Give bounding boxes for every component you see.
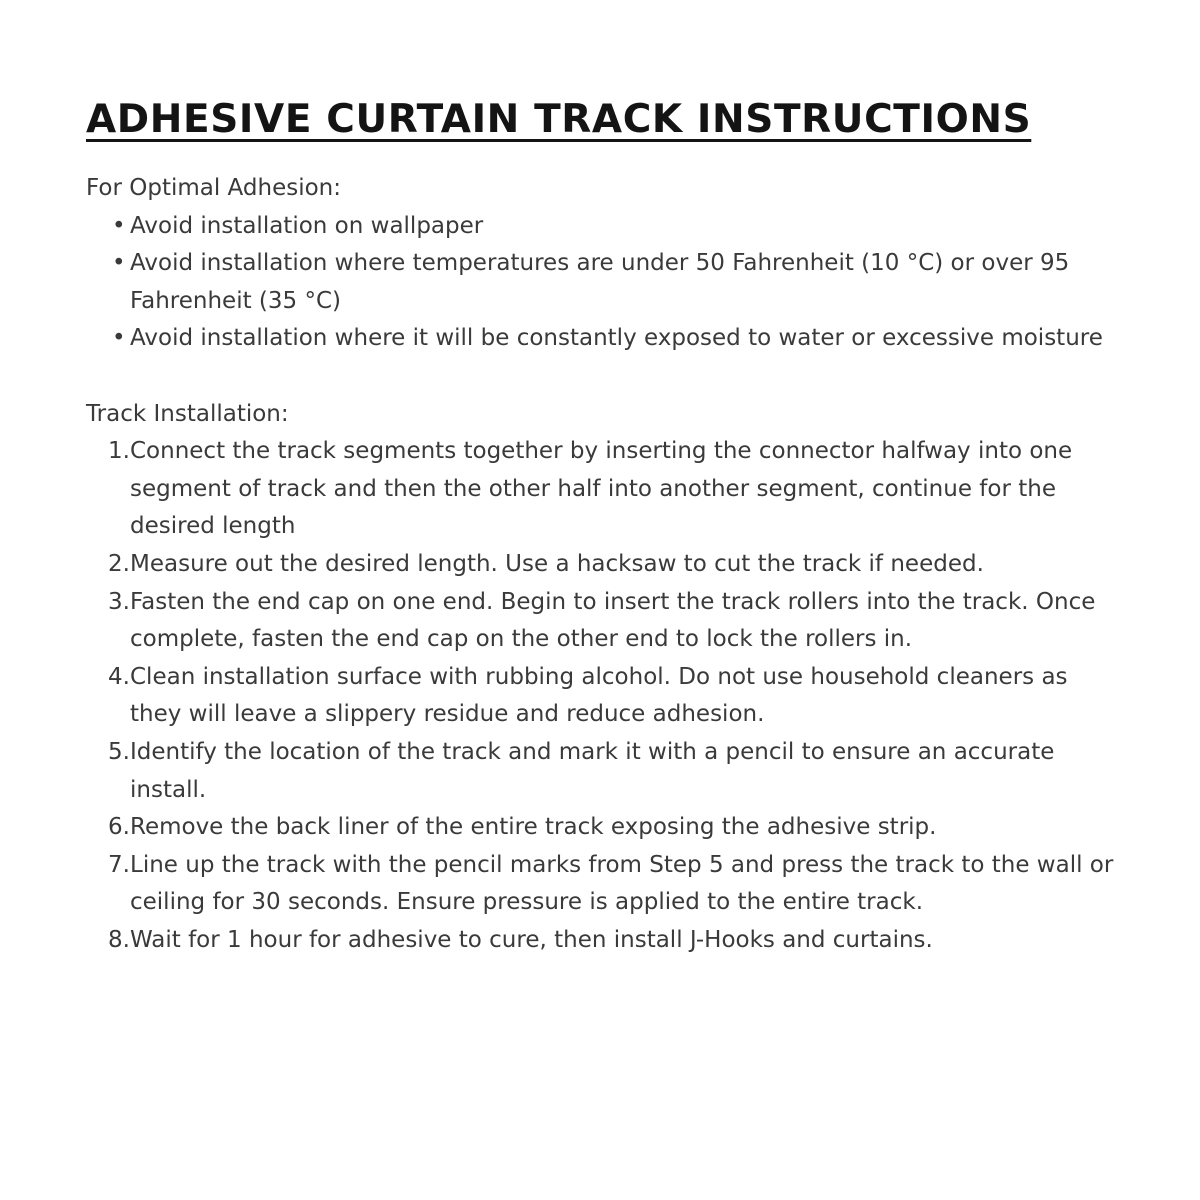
step-number: 8. [108,926,130,953]
step-number: 1. [108,438,130,465]
adhesion-item-text: Avoid installation where it will be constantly exposed to water or excessive moisture [130,325,1103,352]
installation-section [86,396,1126,960]
step-text: Wait for 1 hour for adhesive to cure, then install J-Hooks and curtains. [130,926,933,953]
step-text: Measure out the desired length. Use a hacksaw to cut the track if needed. [130,550,984,577]
step-item [86,546,1126,584]
adhesion-item [86,245,1126,320]
bullet-icon: • [112,212,126,239]
step-item [86,847,1126,922]
instructions-document [86,96,1126,959]
step-item [86,433,1126,546]
adhesion-heading: For Optimal Adhesion: [86,175,341,201]
adhesion-list [86,208,1126,358]
step-item [86,659,1126,734]
adhesion-section [86,170,1126,358]
step-text: Line up the track with the pencil marks from Step 5 and press the track to the wall or ceiling for 30 seconds. Ensure pressure is applied to the entire track. [130,851,1114,916]
installation-heading: Track Installation: [86,400,289,427]
installation-steps [86,433,1126,959]
step-number: 4. [108,663,130,690]
step-text: Remove the back liner of the entire track exposing the adhesive strip. [130,814,937,841]
step-number: 7. [108,851,130,878]
adhesion-item-text: Avoid installation where temperatures are under 50 Fahrenheit (10 °C) or over 95 Fahrenheit (35 °C) [130,250,1070,314]
step-item [86,734,1126,809]
step-item [86,922,1126,960]
step-item [86,584,1126,659]
step-text: Identify the location of the track and mark it with a pencil to ensure an accurate install. [130,738,1055,803]
adhesion-item-text: Avoid installation on wallpaper [130,212,484,239]
bullet-icon: • [112,250,126,277]
step-text: Fasten the end cap on one end. Begin to insert the track rollers into the track. Once complete, fasten the end cap on the other end to lock the rollers in. [130,588,1096,653]
adhesion-item [86,320,1126,358]
step-item [86,809,1126,847]
step-number: 2. [108,550,130,577]
step-text: Connect the track segments together by inserting the connector halfway into one segment of track and then the other half into another segment, continue for the desired length [130,438,1073,540]
section-spacer [86,358,1126,396]
step-number: 6. [108,814,130,841]
page-title: ADHESIVE CURTAIN TRACK INSTRUCTIONS [86,97,1032,142]
adhesion-item [86,208,1126,246]
step-number: 3. [108,588,130,615]
step-number: 5. [108,738,130,765]
bullet-icon: • [112,325,126,352]
step-text: Clean installation surface with rubbing alcohol. Do not use household cleaners as they will leave a slippery residue and reduce adhesion. [130,663,1068,728]
